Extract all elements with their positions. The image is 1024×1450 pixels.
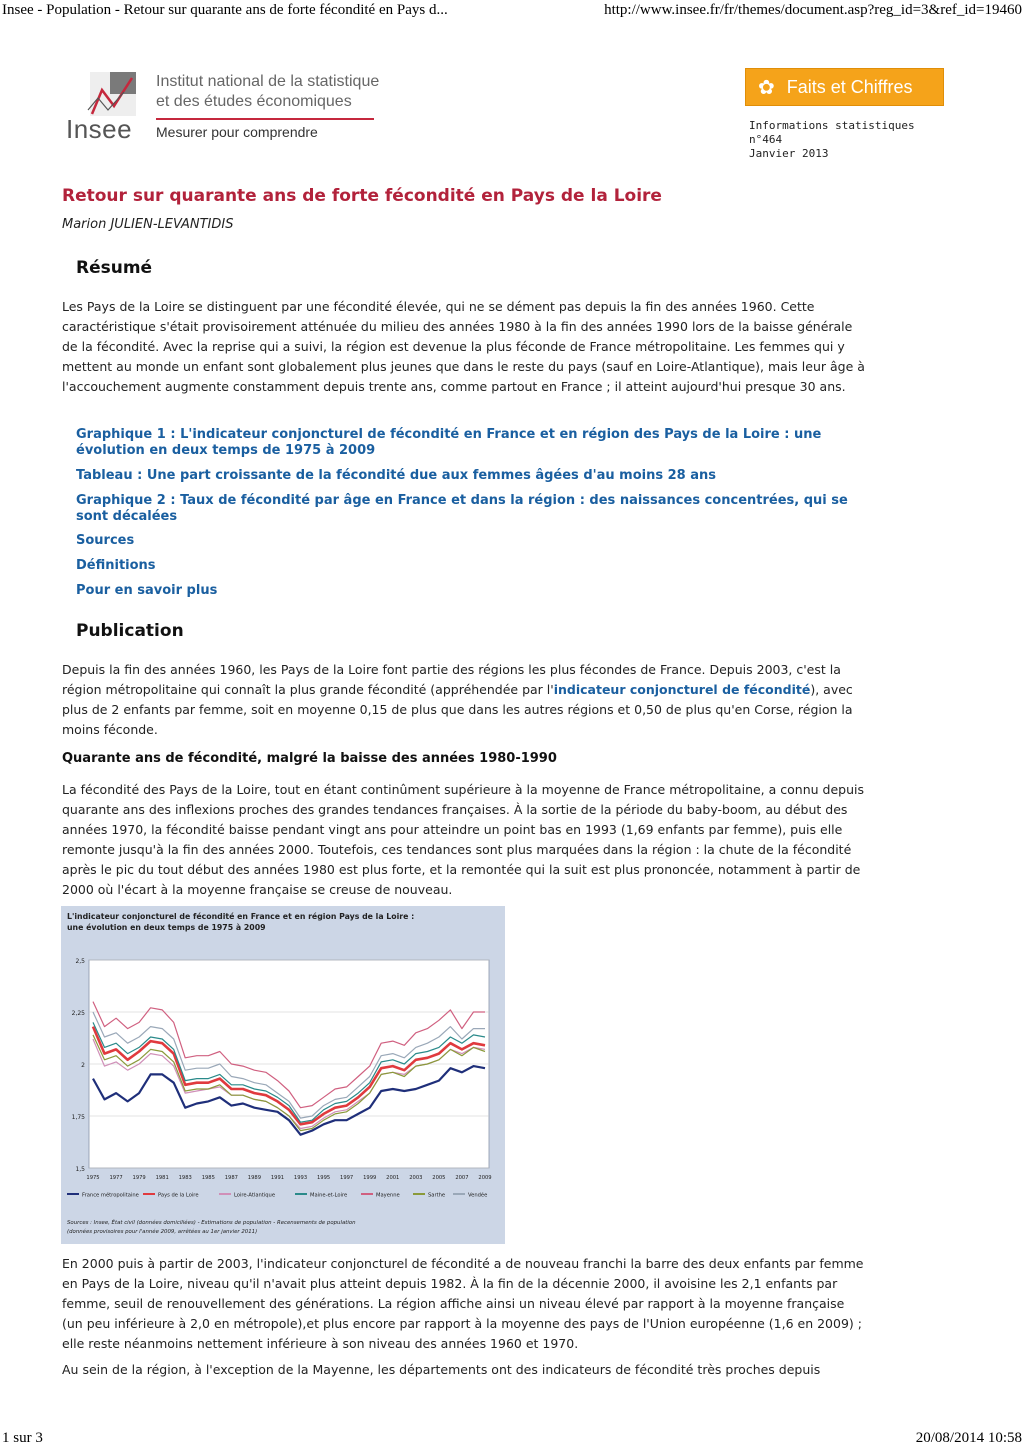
chart-x-tick-label: 1979 [132,1175,146,1181]
logo-tagline: Mesurer pour comprendre [156,124,318,140]
chart-x-tick-label: 1987 [224,1175,238,1181]
institute-name [156,72,379,112]
pub-text-before: Depuis la fin des années 1960, les Pays de la Loire font partie des régions les plus fécondes de France. Depuis 2003, c'est la région métropolitaine qui connaît la plus grande fécondité (appréhendée par l' [62,662,841,697]
chart-x-tick-label: 1983 [178,1175,192,1181]
trend-paragraph: La fécondité des Pays de la Loire, tout en étant continûment supérieure à la moyenne de France métropolitaine, a connu depuis quarante ans des inflexions proches des grandes tendances françaises. À la sortie de la période du baby-boom, au début des années 1970, la fécondité baisse pendant vingt ans pour atteindre un point bas en 1993 (1,69 enfants par femme), puis elle remonte jusqu'à la fin des années 2000. Toutefois, ces tendances sont plus marquées dans la région : la chute de la fécondité après le pic du tout début des années 1980 est plus forte, et la remontée qui la suit est plus prononcée, notamment à partir de 2000 où l'écart à la moyenne française se creuse de nouveau. [62,782,864,897]
logo-divider [156,118,374,120]
chart-x-tick-label: 2009 [478,1175,492,1181]
faits-chiffres-icon: ✿ [758,76,775,99]
fertility-chart-svg [61,906,505,1244]
toc-link-sources[interactable] [76,533,856,549]
chart-x-tick-label: 2003 [409,1175,423,1181]
toc-link-label[interactable]: Tableau : Une part croissante de la fécondité due aux femmes âgées d'au moins 28 ans [76,468,716,483]
chart-x-tick-label: 1997 [340,1175,354,1181]
chart-x-tick-label: 2005 [432,1175,446,1181]
fertility-chart [61,906,505,1244]
icf-definition-link[interactable]: indicateur conjoncturel de fécondité [553,682,811,697]
print-page-title: Insee - Population - Retour sur quarante ans de forte fécondité en Pays d... [2,2,448,18]
section-subheading: Quarante ans de fécondité, malgré la baisse des années 1980-1990 [62,751,557,766]
chart-legend-label: Loire-Atlantique [234,1192,276,1199]
chart-x-tick-label: 1989 [247,1175,262,1181]
institute-name-line1: Institut national de la statistique [156,73,380,90]
chart-x-tick-label: 2007 [455,1175,469,1181]
chart-legend-label: Mayenne [376,1192,400,1199]
article-title: Retour sur quarante ans de forte fécondité en Pays de la Loire [62,186,662,206]
paragraph-departements: Au sein de la région, à l'exception de la Mayenne, les départements ont des indicateurs de fécondité très proches depuis [62,1362,821,1377]
chart-legend-label: France métropolitaine [82,1192,139,1199]
toc-link-label[interactable]: Graphique 2 : Taux de fécondité par âge en France et dans la région : des naissances concentrées, qui se sont décalées [76,493,848,524]
chart-x-tick-label: 1993 [293,1175,308,1181]
chart-x-tick-label: 1981 [155,1175,169,1181]
chart-source-line1: Sources : Insee, État civil (données domiciliées) - Estimations de population - Recensements de population [67,1220,356,1226]
chart-title-line2: une évolution en deux temps de 1975 à 2009 [67,923,266,932]
chart-x-tick-label: 1991 [270,1175,285,1181]
resume-paragraph: Les Pays de la Loire se distinguent par une fécondité élevée, qui ne se dément pas depuis la fin des années 1960. Cette caractéristique s'était provisoirement atténuée du milieu des années 1980 à la fin des années 1990 lors de la baisse générale de la fécondité. Avec la reprise qui a suivi, la région est devenue la plus féconde de France métropolitaine. Les femmes qui y mettent au monde un enfant sont globalement plus jeunes que dans le reste du pays (sauf en Loire-Atlantique), mais leur âge à l'accouchement augmente constamment depuis trente ans, comme partout en France ; il atteint aujourd'hui presque 30 ans. [62,299,865,394]
insee-logo[interactable] [64,64,414,154]
chart-source-line2: (données provisoires pour l'année 2009, arrêtées au 1er janvier 2011) [67,1229,258,1235]
chart-x-tick-label: 1975 [86,1175,100,1181]
publication-heading: Publication [76,621,184,641]
paragraph-2000s: En 2000 puis à partir de 2003, l'indicateur conjoncturel de fécondité a de nouveau franchi la barre des deux enfants par femme en Pays de la Loire, niveau qu'il n'avait plus atteint depuis 1982. À la fin de la décennie 2000, il avoisine les 2,1 enfants par femme, seuil de renouvellement des générations. La région affiche ainsi un niveau élevé par rapport à la moyenne française (un peu inférieure à 2,0 en métropole),et plus encore par rapport à la moyenne des pays de l'Union européenne (1,6 en 2009) ; elle reste néanmoins nettement inférieure à son niveau des années 1960 et 1970. [62,1256,864,1351]
print-page-count: 1 sur 3 [2,1430,43,1446]
toc-link-definitions[interactable] [76,558,856,574]
chart-y-tick-label: 2,5 [75,958,85,965]
publication-info [749,119,915,161]
toc-link-label[interactable]: Pour en savoir plus [76,583,218,598]
toc-link-en-savoir-plus[interactable] [76,583,856,599]
pub-text-after: ), avec plus de 2 enfants par femme, soit en moyenne 0,15 de plus que dans les autres régions et 0,50 de plus qu'en Corse, région la moins féconde. [62,682,853,737]
chart-legend-label: Vendée [468,1192,488,1199]
toc-link-tableau[interactable] [76,468,856,484]
faits-et-chiffres-button[interactable] [745,68,944,106]
chart-title-line1: L'indicateur conjoncturel de fécondité en France et en région Pays de la Loire : [67,912,415,921]
chart-x-tick-label: 1999 [363,1175,377,1181]
print-header [0,2,1024,22]
chart-y-tick-label: 1,5 [75,1166,85,1173]
chart-y-tick-label: 2 [81,1062,85,1069]
toc-link-label[interactable]: Sources [76,533,135,548]
chart-legend-label: Sarthe [428,1192,446,1199]
print-datetime: 20/08/2014 10:58 [915,1430,1022,1446]
chart-legend-label: Pays de la Loire [158,1192,199,1199]
publication-paragraph [62,660,868,740]
toc-link-graphique-1[interactable] [76,427,856,459]
resume-heading: Résumé [76,258,153,278]
chart-x-tick-label: 1977 [109,1175,123,1181]
print-footer [0,1430,1024,1450]
article-author: Marion JULIEN-LEVANTIDIS [62,217,234,232]
toc-link-label[interactable]: Définitions [76,558,156,573]
faits-et-chiffres-label: Faits et Chiffres [786,76,913,97]
toc-link-graphique-2[interactable] [76,493,856,525]
chart-y-tick-label: 1,75 [71,1114,85,1121]
publication-date: Janvier 2013 [749,147,829,160]
chart-x-tick-label: 2001 [386,1175,400,1181]
publication-number: n°464 [749,133,783,146]
insee-logo-icon [84,70,140,120]
chart-x-tick-label: 1985 [201,1175,215,1181]
chart-x-tick-label: 1995 [316,1175,331,1181]
publication-series: Informations statistiques [749,119,915,132]
print-url: http://www.insee.fr/fr/themes/document.asp?reg_id=3&ref_id=19460 [604,2,1022,18]
insee-wordmark: Insee [66,114,133,144]
toc-link-label[interactable]: Graphique 1 : L'indicateur conjoncturel de fécondité en France et en région des Pays de la Loire : une évolution en deux temps de 1975 à 2009 [76,427,822,458]
chart-legend-label: Maine-et-Loire [310,1192,348,1199]
institute-name-line2: et des études économiques [156,93,352,110]
chart-y-tick-label: 2,25 [71,1010,85,1017]
